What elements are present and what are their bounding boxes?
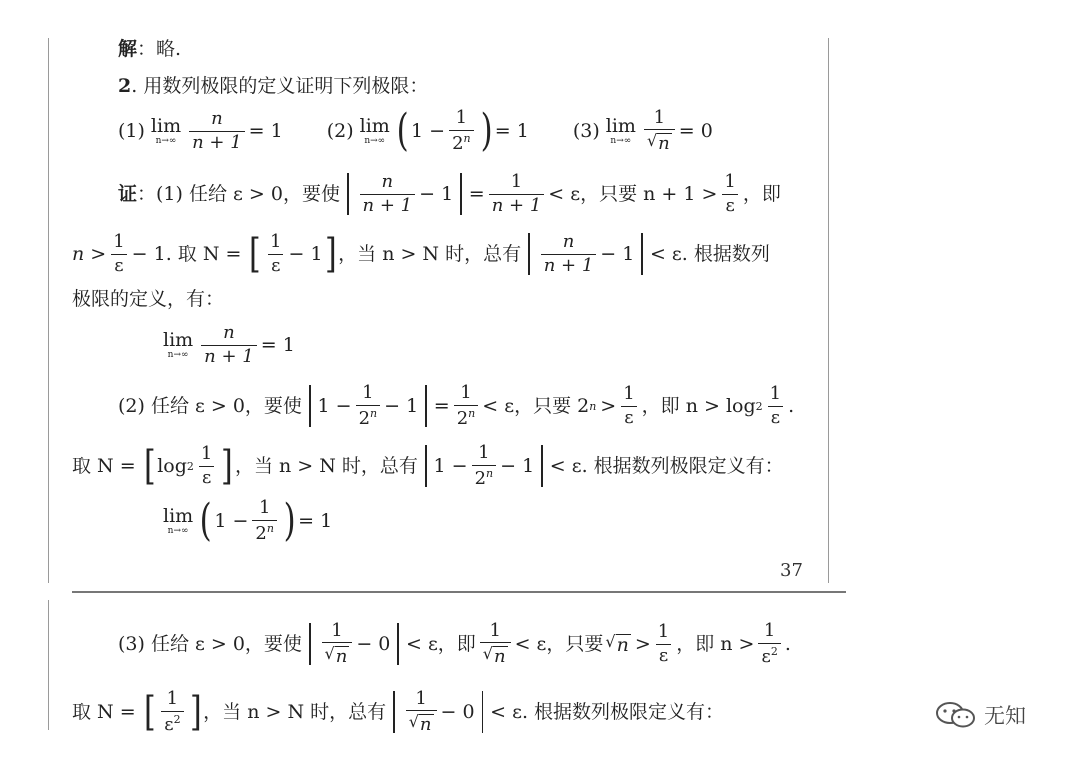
gt: > xyxy=(634,632,651,655)
limit-operator: lim n→∞ xyxy=(605,115,636,146)
page-divider xyxy=(72,591,846,593)
proof1-result xyxy=(163,322,295,368)
log-base: 2 xyxy=(755,399,763,413)
take-N-text: − 1. 取 N = xyxy=(131,242,242,265)
one-minus: 1 − xyxy=(317,394,352,417)
one-minus: 1 − xyxy=(214,509,249,532)
proof3-intro: (3) 任给 ε > 0，要使 xyxy=(118,632,302,655)
solution-text: ：略. xyxy=(137,38,182,60)
fraction: $\frac{1}{2^n}$ xyxy=(356,384,381,429)
fraction: $\frac{1}{2^n}$ xyxy=(252,499,277,544)
one-minus: 1 − xyxy=(433,454,468,477)
fraction: $\frac{1}{2^n}$ xyxy=(449,109,474,154)
fraction: $\frac{n}{n + 1}$ xyxy=(201,324,257,367)
n-gt: n > xyxy=(72,242,107,265)
equals: = xyxy=(433,394,450,417)
equals-zero: = 0 xyxy=(678,119,713,142)
proof1-line3 xyxy=(72,290,224,309)
ji-text: ，即 n > xyxy=(676,632,755,655)
minus-one: − 1 xyxy=(419,182,454,205)
problem-text: . 用数列极限的定义证明下列极限： xyxy=(131,75,429,97)
ji-log-text: ，即 n > log xyxy=(641,394,756,417)
when-text: ，当 n > N 时，总有 xyxy=(234,454,418,477)
fraction: $\frac{1}{2^n}$ xyxy=(472,444,497,489)
condition-text: < ε，只要 n + 1 > xyxy=(548,182,718,205)
fraction: 1 √ n xyxy=(480,622,511,667)
ji-text: < ε，即 xyxy=(405,632,476,655)
one-minus: 1 − xyxy=(411,119,446,142)
by-def-text: < ε. 根据数列极限定义有： xyxy=(490,700,725,723)
fraction: 1 √ n xyxy=(406,690,437,735)
fraction: $\frac{1}{\varepsilon}$ xyxy=(623,382,635,428)
proof1-line1 xyxy=(118,170,781,218)
equals: = xyxy=(468,182,485,205)
watermark xyxy=(934,700,1026,730)
equals-one: = 1 xyxy=(298,509,333,532)
equals-one: = 1 xyxy=(494,119,529,142)
proof3-line2: 取 N = [ $\frac{1}{\varepsilon^2}$ ] ，当 n > N 时，总有 1 √ n − 0 < ε. 根据数列极限定义有： xyxy=(72,687,725,736)
ji-text: ，即 xyxy=(742,182,781,205)
item2-label: (2) xyxy=(326,119,354,142)
condition-text: < ε，只要 2 xyxy=(482,394,590,417)
fraction: $\frac{1}{2^n}$ xyxy=(454,384,479,429)
gt: > xyxy=(600,394,617,417)
fraction: $\frac{n}{n + 1}$ xyxy=(360,173,416,216)
solution-line xyxy=(118,40,181,59)
fraction: $\frac{n}{n + 1}$ xyxy=(541,233,597,276)
limit-operator: lim n→∞ xyxy=(163,505,194,536)
item3-label: (3) xyxy=(572,119,600,142)
minus-one: − 1 xyxy=(500,454,535,477)
proof3-line1 xyxy=(118,620,791,668)
proof2-intro: (2) 任给 ε > 0，要使 xyxy=(118,394,302,417)
when-text: ，当 n > N 时，总有 xyxy=(203,700,387,723)
fraction: $\frac{1}{\varepsilon}$ xyxy=(724,170,736,216)
limit-operator: lim n→∞ xyxy=(150,115,182,146)
fraction: 1 √ n xyxy=(322,622,353,667)
item1-label: (1) xyxy=(118,119,145,142)
equals-one: = 1 xyxy=(248,119,283,142)
log: log xyxy=(157,454,187,477)
fraction: $\frac{1}{\varepsilon}$ xyxy=(113,230,125,276)
watermark-text: 无知 xyxy=(984,704,1026,728)
proof2-result: lim n→∞ ( 1 − $\frac{1}{2^n}$ ) = 1 xyxy=(163,495,333,546)
minus-one: − 1 xyxy=(600,242,635,265)
equals-one: = 1 xyxy=(260,333,295,356)
fraction: $\frac{1}{\varepsilon}$ xyxy=(270,230,282,276)
problem-number: 2 xyxy=(118,75,132,97)
solution-label: 解 xyxy=(118,38,138,60)
problem-items: (1) lim n→∞ $\frac{n}{n + 1}$ = 1 (2) lim n→∞ ( 1 − $\frac{1}{2^n}$ ) = 1 (3) lim n→∞ 1 √ n = 0 xyxy=(118,105,713,156)
left-margin-line-lower xyxy=(48,600,49,730)
by-def-text: < ε. 根据数列 xyxy=(649,242,770,265)
when-text: ，当 n > N 时，总有 xyxy=(338,242,522,265)
limit-operator: lim n→∞ xyxy=(163,329,194,360)
fraction: $\frac{n}{n + 1}$ xyxy=(189,110,245,153)
fraction: $\frac{1}{\varepsilon^2}$ xyxy=(758,622,780,667)
take-N-text: 取 N = xyxy=(72,454,136,477)
proof2-line1 xyxy=(118,382,794,430)
limit-def-text: 极限的定义，有： xyxy=(72,288,225,310)
left-margin-line xyxy=(48,38,49,583)
proof1-intro: ：(1) 任给 ε > 0，要使 xyxy=(137,182,340,205)
fraction: $\frac{1}{n + 1}$ xyxy=(489,173,545,216)
limit-operator: lim n→∞ xyxy=(359,115,390,146)
minus-one: − 1 xyxy=(384,394,419,417)
condition-text: < ε，只要 xyxy=(514,632,604,655)
bracket-minus-one: − 1 xyxy=(288,242,323,265)
wechat-icon xyxy=(934,700,978,730)
minus-zero: − 0 xyxy=(356,632,391,655)
by-def-text: < ε. 根据数列极限定义有： xyxy=(549,454,784,477)
sqrt-n: √ n xyxy=(605,631,629,656)
fraction: $\frac{1}{\varepsilon}$ xyxy=(657,620,670,666)
minus-zero: − 0 xyxy=(440,700,475,723)
period: . xyxy=(788,394,795,417)
proof1-line2: n > $\frac{1}{\varepsilon}$ − 1. 取 N = [ $\frac{1}{\varepsilon}$ − 1 ] ，当 n > N 时，总有 $\frac{n}{n + 1}$ − 1 < ε. 根据数列 xyxy=(72,230,770,277)
fraction: $\frac{1}{\varepsilon}$ xyxy=(200,442,213,488)
fraction: $\frac{1}{\varepsilon^2}$ xyxy=(161,690,183,735)
take-N-text: 取 N = xyxy=(72,700,136,723)
period: . xyxy=(784,632,791,655)
problem-heading xyxy=(118,77,428,96)
proof2-line2: 取 N = [ log 2 $\frac{1}{\varepsilon}$ ] ，当 n > N 时，总有 1 − $\frac{1}{2^n}$ − 1 < ε. 根据数列极限定义有： xyxy=(72,441,784,489)
log-base: 2 xyxy=(186,459,194,473)
proof-label: 证 xyxy=(118,182,138,205)
fraction: $\frac{1}{\varepsilon}$ xyxy=(769,382,782,428)
fraction: 1 √ n xyxy=(644,109,675,154)
page-number: 37 xyxy=(780,560,803,581)
exponent: n xyxy=(589,399,597,413)
right-margin-line xyxy=(828,38,829,583)
